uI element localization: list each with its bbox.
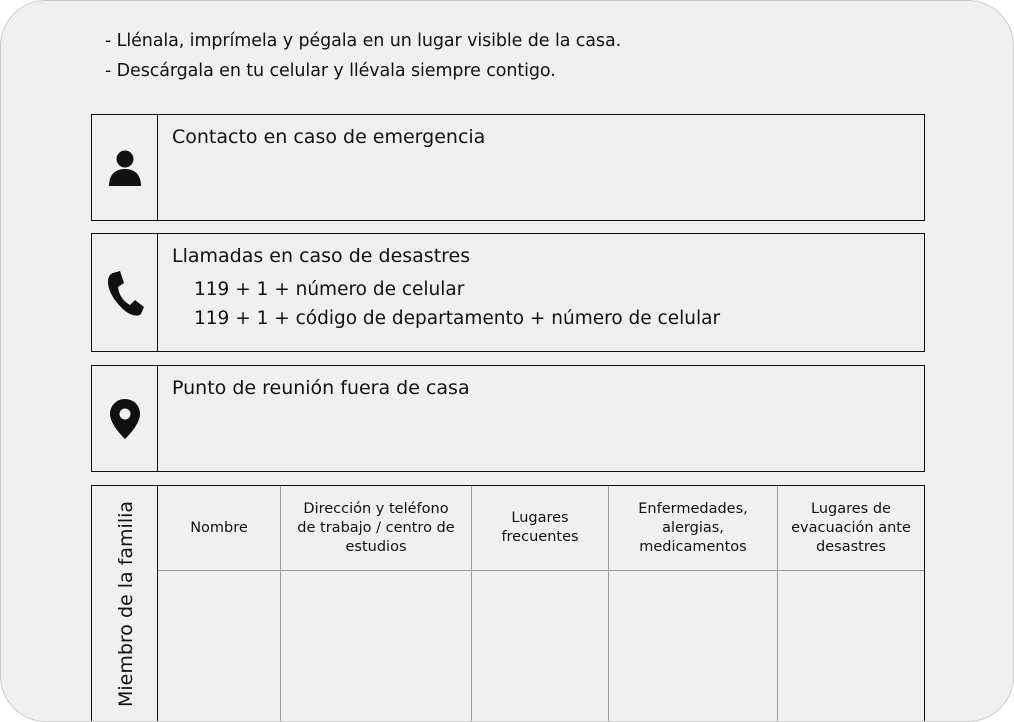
table-column [609,486,778,722]
family-table [91,485,925,722]
column-header-work-address: Dirección y teléfono de trabajo / centro de estudios [281,486,471,571]
column-header-name: Nombre [158,486,280,571]
meeting-point-icon-cell [92,366,158,471]
emergency-contact-box [91,114,925,221]
emergency-contact-title: Contacto en caso de emergencia [172,126,486,148]
family-table-side [92,486,158,722]
meeting-point-title: Punto de reunión fuera de casa [172,377,470,399]
instructions [105,26,621,86]
disaster-calls-icon-cell [92,234,158,351]
table-column [281,486,472,722]
meeting-point-box [91,365,925,472]
instruction-download: - Descárgala en tu celular y llévala siempre contigo. [105,61,556,81]
column-header-evacuation: Lugares de evacuación ante desastres [778,486,924,571]
disaster-calls-line-1: 119 + 1 + número de celular [194,279,465,300]
emergency-contact-icon-cell [92,115,158,220]
disaster-calls-title: Llamadas en caso de desastres [172,245,471,267]
table-column [158,486,281,722]
disaster-calls-line-2: 119 + 1 + código de departamento + número de celular [194,308,721,329]
table-column [778,486,924,722]
phone-icon [105,269,145,317]
family-table-grid [158,486,924,722]
disaster-calls-box [91,233,925,352]
person-icon [107,148,143,188]
location-pin-icon [108,397,142,441]
table-column [472,486,609,722]
column-header-health: Enfermedades, alergias, medicamentos [609,486,777,571]
column-header-frequent-places: Lugares frecuentes [472,486,608,571]
family-member-label: Miembro de la familia [115,500,137,708]
instruction-print: - Llénala, imprímela y pégala en un lugar visible de la casa. [105,31,622,51]
